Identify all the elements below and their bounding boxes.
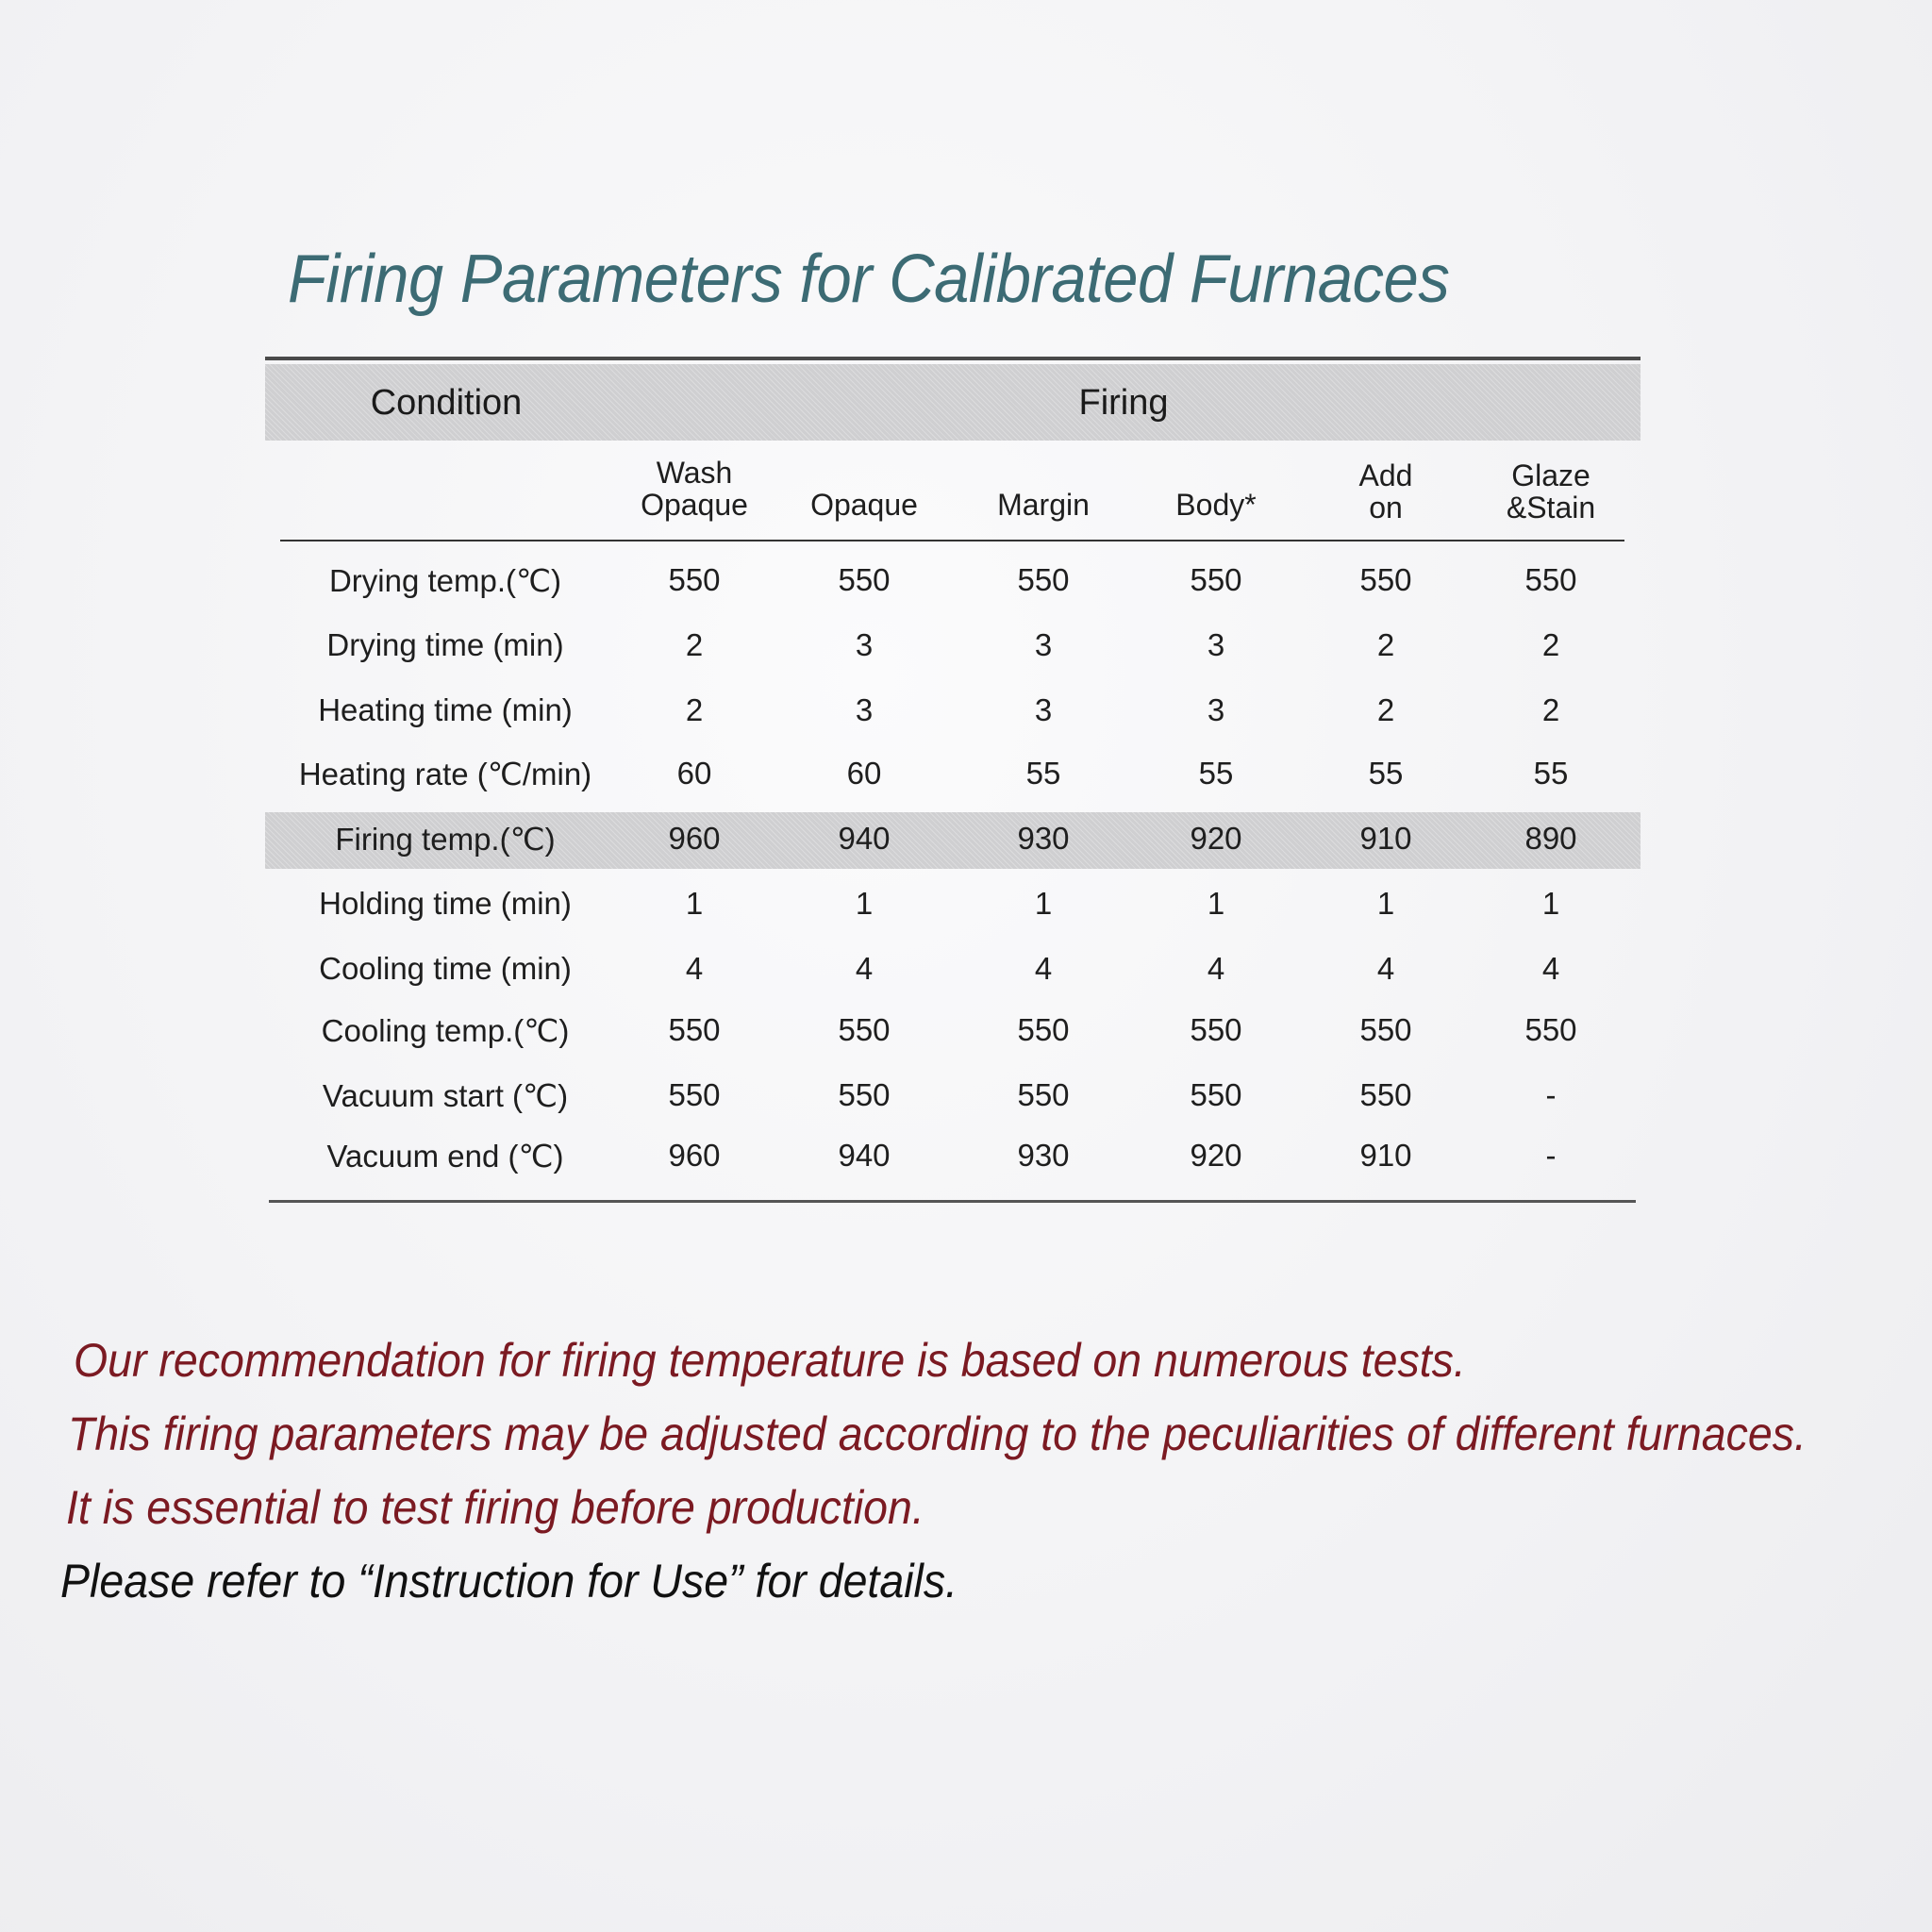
table-cell: 550 xyxy=(1359,1077,1412,1112)
table-cell: 3 xyxy=(1034,692,1053,727)
row-label: Cooling temp.(℃) xyxy=(321,1013,570,1048)
table-cell: 1 xyxy=(855,886,874,921)
table-cell: 550 xyxy=(1359,562,1412,597)
column-header-line2: Body* xyxy=(1175,488,1257,522)
row-label: Heating rate (℃/min) xyxy=(298,757,592,791)
table-cell: 550 xyxy=(668,1012,721,1047)
table-cell: 960 xyxy=(668,1138,721,1173)
table-cell: 2 xyxy=(1541,627,1560,662)
table-cell: 1 xyxy=(1207,886,1225,921)
table-cell: 1 xyxy=(1034,886,1053,921)
column-header-rule xyxy=(280,540,1624,541)
table-cell: 920 xyxy=(1190,821,1242,856)
table-cell: 960 xyxy=(668,821,721,856)
table-cell: 550 xyxy=(1190,562,1242,597)
table-cell: 550 xyxy=(1017,562,1070,597)
table-cell: 940 xyxy=(838,821,891,856)
table-cell: 1 xyxy=(1376,886,1395,921)
table-cell: 920 xyxy=(1190,1138,1242,1173)
table-cell: 2 xyxy=(1376,627,1395,662)
column-header-line1: Wash xyxy=(656,456,733,490)
column-header-line1: Glaze xyxy=(1511,458,1591,492)
row-label: Drying time (min) xyxy=(326,627,564,662)
table-cell: 2 xyxy=(685,627,704,662)
table-cell: 910 xyxy=(1359,821,1412,856)
table-cell: 550 xyxy=(1190,1077,1242,1112)
column-header-opaque xyxy=(810,489,918,521)
table-cell: 550 xyxy=(1524,1012,1577,1047)
column-header-line2: Opaque xyxy=(641,488,748,522)
table-cell: 550 xyxy=(1190,1012,1242,1047)
column-header-body xyxy=(1175,489,1256,521)
column-header-line1: Add xyxy=(1358,458,1413,492)
table-cell: 3 xyxy=(1207,692,1225,727)
row-label: Vacuum start (℃) xyxy=(322,1078,569,1113)
column-header-line2: Margin xyxy=(997,488,1090,522)
note-test-firing: It is essential to test firing before production. xyxy=(66,1481,924,1534)
table-cell: 4 xyxy=(1541,951,1560,986)
row-label: Cooling time (min) xyxy=(319,951,572,986)
table-cell: 550 xyxy=(838,562,891,597)
table-cell: 4 xyxy=(1207,951,1225,986)
table-cell: 3 xyxy=(1207,627,1225,662)
note-recommendation: Our recommendation for firing temperature is based on numerous tests. xyxy=(74,1334,1466,1387)
table-bottom-rule xyxy=(269,1200,1636,1203)
row-label: Drying temp.(℃) xyxy=(328,563,562,598)
row-label: Vacuum end (℃) xyxy=(326,1139,564,1174)
table-cell: 4 xyxy=(1034,951,1053,986)
table-cell: 4 xyxy=(1376,951,1395,986)
table-cell: 55 xyxy=(1198,756,1234,791)
table-cell: 930 xyxy=(1017,1138,1070,1173)
table-cell: 55 xyxy=(1533,756,1569,791)
column-header-wash-opaque xyxy=(641,457,748,521)
table-cell: 1 xyxy=(1541,886,1560,921)
table-cell: 2 xyxy=(1541,692,1560,727)
row-label: Holding time (min) xyxy=(319,886,572,921)
column-header-line2: on xyxy=(1369,491,1403,525)
column-header-margin xyxy=(997,489,1090,521)
table-cell: 550 xyxy=(838,1077,891,1112)
table-cell: 550 xyxy=(668,1077,721,1112)
table-cell: 550 xyxy=(838,1012,891,1047)
row-label: Firing temp.(℃) xyxy=(335,822,556,857)
table-cell: 3 xyxy=(855,692,874,727)
page-title: Firing Parameters for Calibrated Furnaces xyxy=(288,242,1450,317)
table-cell: 890 xyxy=(1524,821,1577,856)
table-cell: 550 xyxy=(1017,1077,1070,1112)
table-cell: 2 xyxy=(685,692,704,727)
table-cell: 930 xyxy=(1017,821,1070,856)
table-cell: 550 xyxy=(1359,1012,1412,1047)
table-cell: 55 xyxy=(1368,756,1404,791)
table-cell: - xyxy=(1545,1138,1557,1173)
table-cell: 4 xyxy=(855,951,874,986)
column-header-line2: Opaque xyxy=(810,488,918,522)
table-cell: 910 xyxy=(1359,1138,1412,1173)
firing-header: Firing xyxy=(1078,383,1169,423)
table-top-rule xyxy=(265,357,1641,360)
table-cell: 1 xyxy=(685,886,704,921)
note-instructions-reference: Please refer to “Instruction for Use” for details. xyxy=(60,1555,958,1607)
condition-header: Condition xyxy=(370,383,523,423)
table-cell: 55 xyxy=(1025,756,1061,791)
table-cell: 60 xyxy=(846,756,882,791)
table-cell: 550 xyxy=(1017,1012,1070,1047)
table-cell: - xyxy=(1545,1077,1557,1112)
table-cell: 940 xyxy=(838,1138,891,1173)
table-cell: 60 xyxy=(676,756,712,791)
table-cell: 550 xyxy=(668,562,721,597)
column-header-add-on xyxy=(1359,459,1413,524)
column-header-glaze-stain xyxy=(1507,459,1595,524)
column-header-line2: &Stain xyxy=(1506,491,1596,525)
row-label: Heating time (min) xyxy=(318,692,573,727)
note-adjustment: This firing parameters may be adjusted according to the peculiarities of different furnaces. xyxy=(68,1407,1807,1460)
table-cell: 3 xyxy=(1034,627,1053,662)
table-cell: 4 xyxy=(685,951,704,986)
table-cell: 550 xyxy=(1524,562,1577,597)
table-cell: 2 xyxy=(1376,692,1395,727)
table-cell: 3 xyxy=(855,627,874,662)
